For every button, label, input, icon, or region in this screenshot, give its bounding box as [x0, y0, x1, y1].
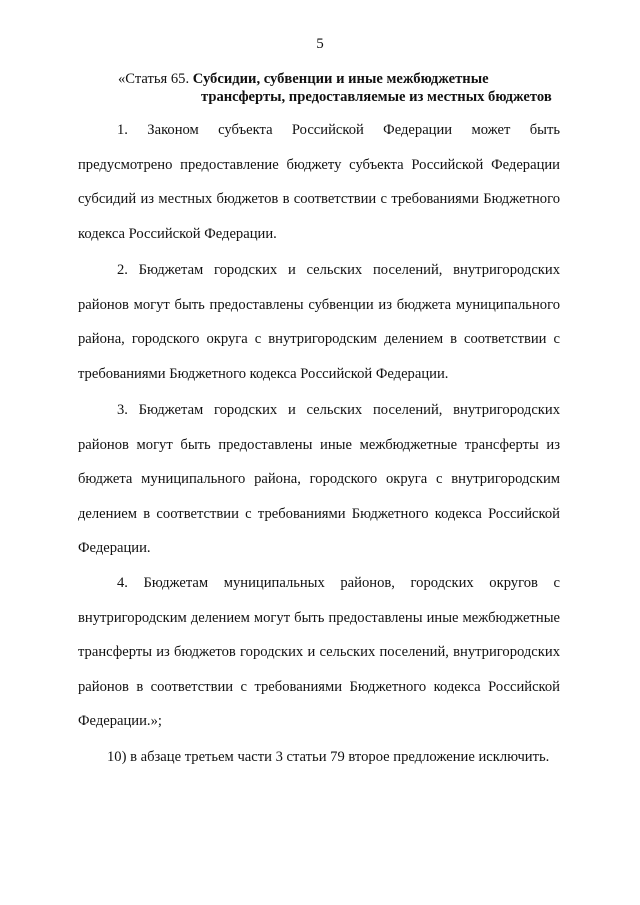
paragraph-2: 2. Бюджетам городских и сельских поселений, внутригородских районов могут быть предоставлены субвенции из бюджета муниципального района, городского округа с внутригородским делением в соответствии с требованиями Бюджетного кодекса Российской Федерации.: [78, 262, 560, 382]
paragraph-4: 4. Бюджетам муниципальных районов, городских округов с внутригородским делением могут быть предоставлены иные межбюджетные трансферты из бюджетов городских и сельских поселений, внутригородских районов в соответствии с требованиями Бюджетного кодекса Российской Федерации.»;: [78, 575, 560, 729]
article-title-line-2: трансферты, предоставляемые из местных бюджетов: [201, 89, 552, 105]
article-heading: [118, 70, 578, 106]
heading-line-1: [118, 70, 578, 88]
article-number: «Статья 65.: [118, 71, 193, 87]
article-title-line-1: Субсидии, субвенции и иные межбюджетные: [192, 71, 489, 87]
paragraph-3: 3. Бюджетам городских и сельских поселений, внутригородских районов могут быть предоставлены иные межбюджетные трансферты из бюджета муниципального района, городского округа с внутригородским делением в соответствии с требованиями Бюджетного кодекса Российской Федерации.: [78, 402, 560, 556]
page-number: 5: [316, 36, 324, 52]
paragraph-amendment-10: 10) в абзаце третьем части 3 статьи 79 второе предложение исключить.: [107, 749, 550, 765]
paragraph-1: 1. Законом субъекта Российской Федерации может быть предусмотрено предоставление бюджету субъекта Российской Федерации субсидий из местных бюджетов в соответствии с требованиями Бюджетного кодекса Российской Федерации.: [78, 122, 560, 242]
